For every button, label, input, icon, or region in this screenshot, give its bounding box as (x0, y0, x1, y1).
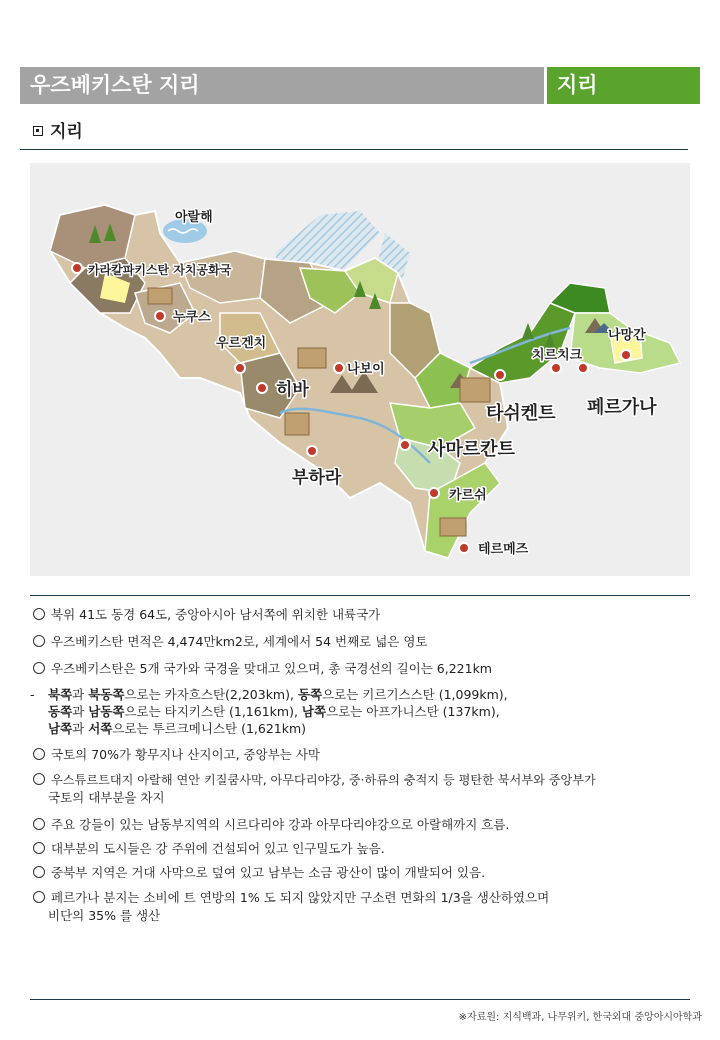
bullet-text: 국토의 70%가 황무지나 산지이고, 중앙부는 사막 (51, 747, 320, 762)
label-urgench: 우르겐치 (216, 336, 267, 351)
bullet-item (33, 659, 492, 677)
section-title: 지리 (50, 122, 83, 142)
circle-bullet-icon (33, 662, 45, 674)
bullet-item (33, 863, 485, 881)
bullet-item (33, 815, 509, 833)
category-tag: 지리 (544, 67, 700, 104)
label-fergana: 페르가나 (587, 397, 657, 418)
bullet-continuation: 국토의 대부분을 차지 (48, 790, 165, 805)
circle-bullet-icon (33, 773, 45, 785)
circle-bullet-icon (33, 866, 45, 878)
circle-bullet-icon (33, 818, 45, 830)
label-khiva: 히바 (276, 380, 309, 400)
label-termez: 테르메즈 (478, 542, 529, 557)
bullet-text: 우스튜르트대지 아랄해 연안 키질쿰사막, 아무다리야강, 중·하류의 충적지 등 평탄한 북서부와 중앙부가 (51, 773, 596, 787)
bullet-text: 중북부 지역은 거대 사막으로 덮여 있고 남부는 소금 광산이 많이 개발되어 있음. (51, 865, 486, 880)
label-karakalpak: 카라칼파키스탄 자치공화국 (88, 263, 232, 277)
border-detail-line-2: 동쪽과 남동쪽으로는 타지키스탄 (1,161km), 남쪽으로는 아프가니스탄 (137km), (48, 704, 500, 719)
bullet-text: 대부분의 도시들은 강 주위에 건설되어 있고 인구밀도가 높음. (51, 841, 385, 856)
label-nukus: 누쿠스 (173, 310, 211, 325)
label-bukhara: 부하라 (292, 468, 342, 488)
circle-bullet-icon (33, 635, 45, 647)
bullet-text: 우즈베키스탄 면적은 4,474만km2로, 세계에서 54 번째로 넓은 영토 (51, 634, 428, 649)
bullet-text: 주요 강들이 있는 남동부지역의 시르다리야 강과 아무다리야강으로 아랄해까지 흐름. (51, 817, 510, 832)
section-heading (20, 116, 688, 150)
border-detail-line-3: 남쪽과 서쪽으로는 투르크메니스탄 (1,621km) (48, 721, 307, 736)
label-tashkent: 타쉬켄트 (486, 403, 556, 424)
bullet-item (33, 839, 385, 857)
bullet-item (33, 632, 428, 650)
bullet-item (33, 605, 380, 623)
square-bullet-icon (33, 126, 43, 136)
divider-top (30, 595, 690, 596)
label-chirchiq: 치르치크 (532, 348, 583, 363)
map-graphic (30, 163, 690, 576)
bullet-item (33, 888, 549, 906)
page-title: 우즈베키스탄 지리 (20, 67, 544, 104)
label-karshi: 카르쉬 (449, 488, 487, 503)
bullet-continuation: 비단의 35% 를 생산 (48, 908, 161, 923)
bullet-item (33, 771, 596, 788)
circle-bullet-icon (33, 891, 45, 903)
border-detail-line-1: - 북쪽과 북동쪽으로는 카자흐스탄(2,203km), 동쪽으로는 키르기스스탄 (1,099km), (30, 687, 508, 702)
label-aral: 아랄해 (175, 210, 213, 225)
source-note: ※자료원: 지식백과, 나무위키, 한국외대 중앙아시아학과 (458, 1012, 702, 1023)
circle-bullet-icon (33, 748, 45, 760)
bullet-item (33, 745, 320, 763)
divider-bottom (30, 999, 690, 1000)
bullet-text: 북위 41도 동경 64도, 중앙아시아 남서쪽에 위치한 내륙국가 (51, 607, 381, 622)
uzbekistan-map (30, 163, 690, 576)
header (20, 67, 700, 104)
bullet-text: 페르가나 분지는 소비에 트 연방의 1% 도 되지 않았지만 구소련 면화의 1/3을 생산하였으며 (51, 890, 550, 905)
label-samarkand: 사마르칸트 (428, 439, 515, 460)
circle-bullet-icon (33, 608, 45, 620)
label-namangan: 나망간 (608, 328, 646, 343)
label-navoi: 나보이 (347, 362, 385, 377)
circle-bullet-icon (33, 842, 45, 854)
bullet-text: 우즈베키스탄은 5개 국가와 국경을 맞대고 있으며, 총 국경선의 길이는 6,221km (51, 661, 492, 676)
